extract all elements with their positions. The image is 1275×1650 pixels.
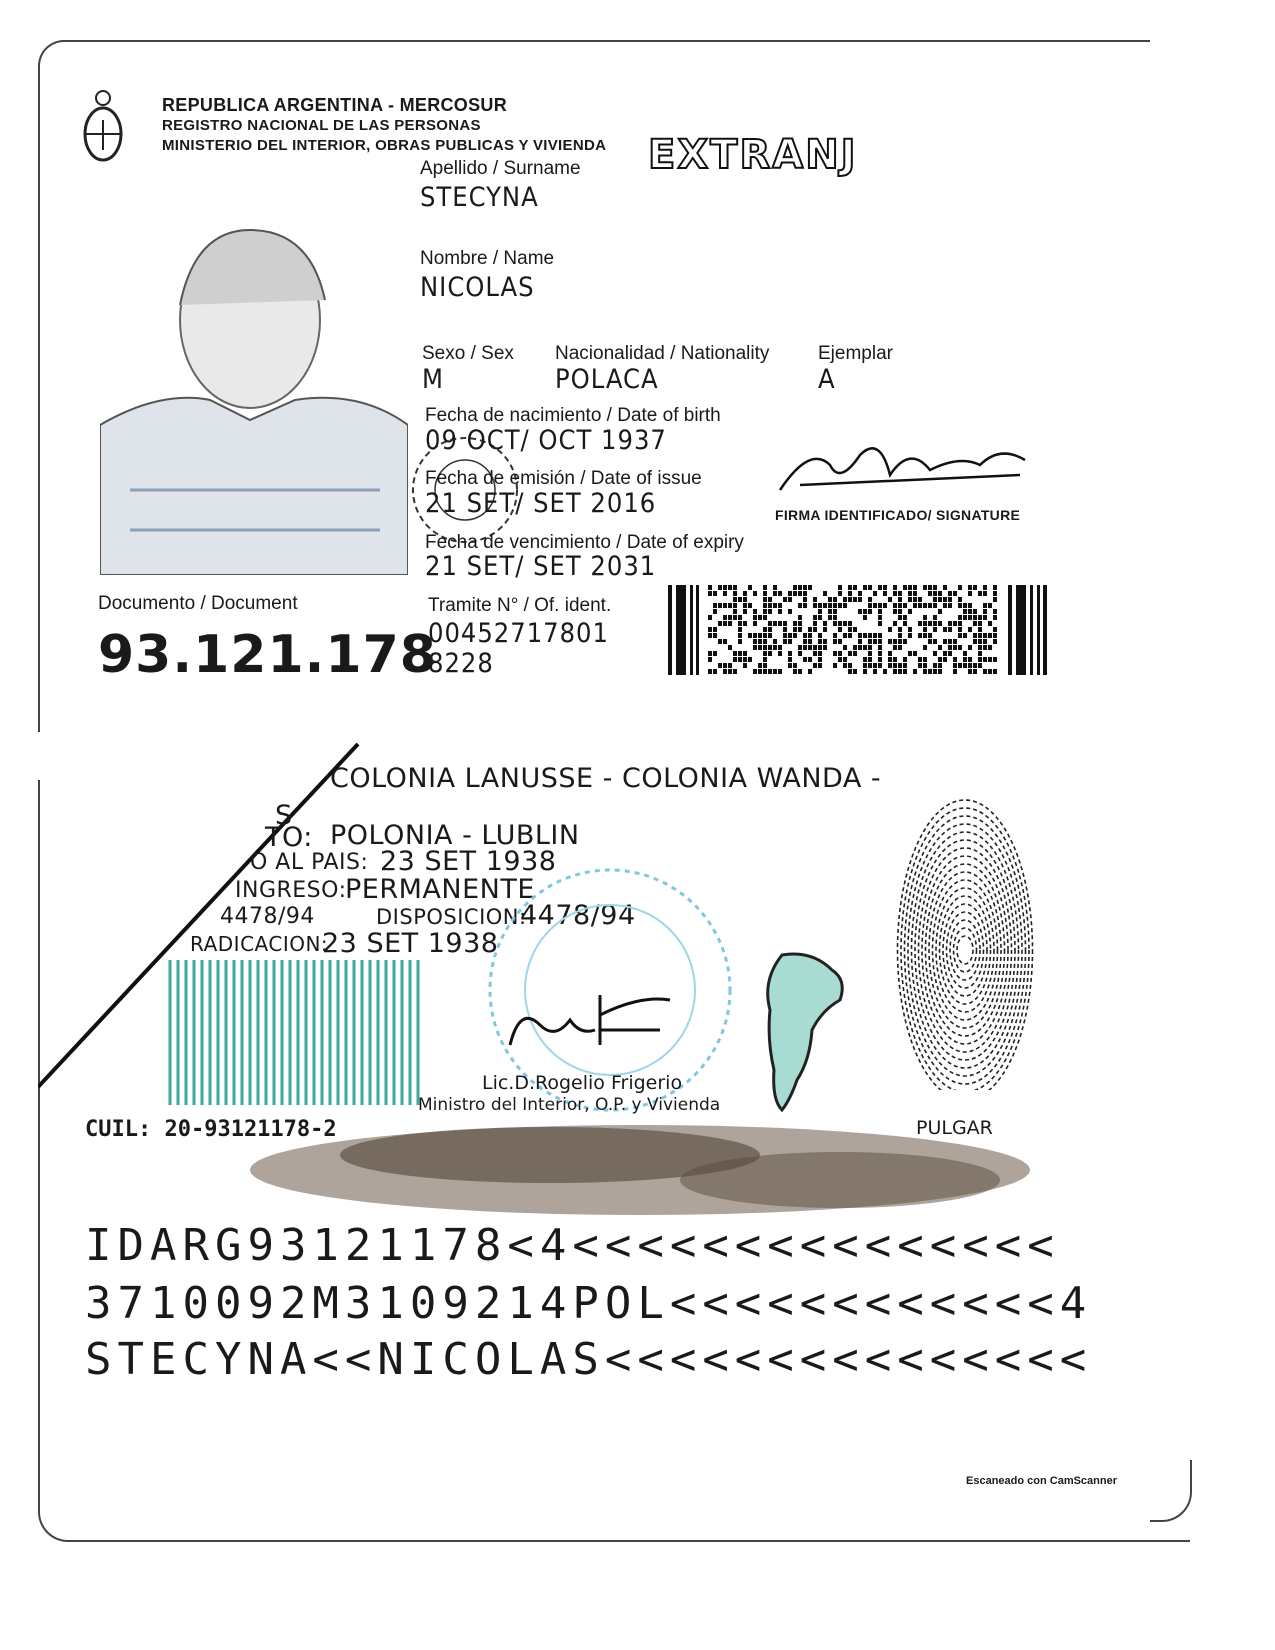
surname-label: Apellido / Surname [420, 158, 581, 179]
name-value: NICOLAS [420, 272, 535, 303]
tramite-value-2: 8228 [428, 648, 494, 679]
expiry-value: 21 SET/ SET 2031 [425, 551, 657, 582]
radication-prefix: RADICACION: [190, 932, 329, 956]
document-type: EXTRANJ [648, 132, 858, 178]
radication-value: 23 SET 1938 [322, 928, 499, 959]
thumb-label: PULGAR [916, 1117, 993, 1139]
nationality-label: Nacionalidad / Nationality [555, 343, 770, 364]
birthplace-value: POLONIA - LUBLIN [330, 820, 580, 851]
document-label: Documento / Document [98, 593, 298, 614]
name-label: Nombre / Name [420, 248, 555, 269]
entry-prefix: INGRESO: [235, 878, 347, 903]
resolution-value: 4478/94 [220, 904, 315, 929]
cuil-number: CUIL: 20-93121178-2 [85, 1117, 337, 1142]
pdf417-barcode [668, 585, 1048, 675]
ghost-photo [165, 960, 420, 1105]
birth-value: 09 OCT/ OCT 1937 [425, 425, 667, 456]
address-line-2: S [275, 800, 293, 831]
issue-value: 21 SET/ SET 2016 [425, 488, 657, 519]
surname-value: STECYNA [420, 182, 539, 213]
sex-value: M [422, 364, 444, 395]
tramite-value-1: 00452717801 [428, 618, 609, 649]
mrz-line-3: STECYNA<<NICOLAS<<<<<<<<<<<<<<< [85, 1334, 1093, 1385]
scanner-footer: Escaneado con CamScanner [966, 1475, 1118, 1487]
birth-label: Fecha de nacimiento / Date of birth [425, 405, 721, 426]
arrival-prefix: O AL PAIS: [250, 850, 369, 875]
mrz-line-2: 3710092M3109214POL<<<<<<<<<<<<4 [85, 1278, 1093, 1329]
minister-title: Ministro del Interior, O.P. y Vivienda [418, 1095, 721, 1115]
copy-label: Ejemplar [818, 343, 893, 364]
minister-name: Lic.D.Rogelio Frigerio [482, 1072, 683, 1094]
redaction-smudge [220, 1115, 1030, 1225]
nationality-value: POLACA [555, 364, 659, 395]
minister-signature [500, 985, 680, 1060]
arrival-value: 23 SET 1938 [380, 846, 557, 877]
mrz-line-1: IDARG93121178<4<<<<<<<<<<<<<<< [85, 1220, 1060, 1271]
birthplace-prefix: TO: [265, 822, 313, 853]
tramite-label: Tramite N° / Of. ident. [428, 595, 612, 616]
ministry-line: MINISTERIO DEL INTERIOR, OBRAS PUBLICAS Y VIVIENDA [162, 137, 607, 154]
copy-value: A [818, 364, 836, 395]
argentina-map-icon [752, 950, 852, 1115]
signature-label: FIRMA IDENTIFICADO/ SIGNATURE [775, 507, 1021, 523]
holder-signature [770, 425, 1040, 505]
disposition-label: DISPOSICION: [376, 905, 527, 929]
holder-photo [100, 210, 408, 575]
entry-value: PERMANENTE [345, 874, 535, 905]
expiry-label: Fecha de vencimiento / Date of expiry [425, 532, 744, 553]
fingerprint-icon [895, 770, 1035, 1090]
registry-line: REGISTRO NACIONAL DE LAS PERSONAS [162, 117, 481, 134]
sex-label: Sexo / Sex [422, 343, 514, 364]
disposition-value: 4478/94 [520, 900, 636, 931]
country-line: REPUBLICA ARGENTINA - MERCOSUR [162, 95, 507, 115]
address-line: COLONIA LANUSSE - COLONIA WANDA - [330, 763, 882, 794]
coat-of-arms-icon [80, 88, 126, 164]
document-number: 93.121.178 [98, 625, 437, 685]
issue-label: Fecha de emisión / Date of issue [425, 468, 702, 489]
